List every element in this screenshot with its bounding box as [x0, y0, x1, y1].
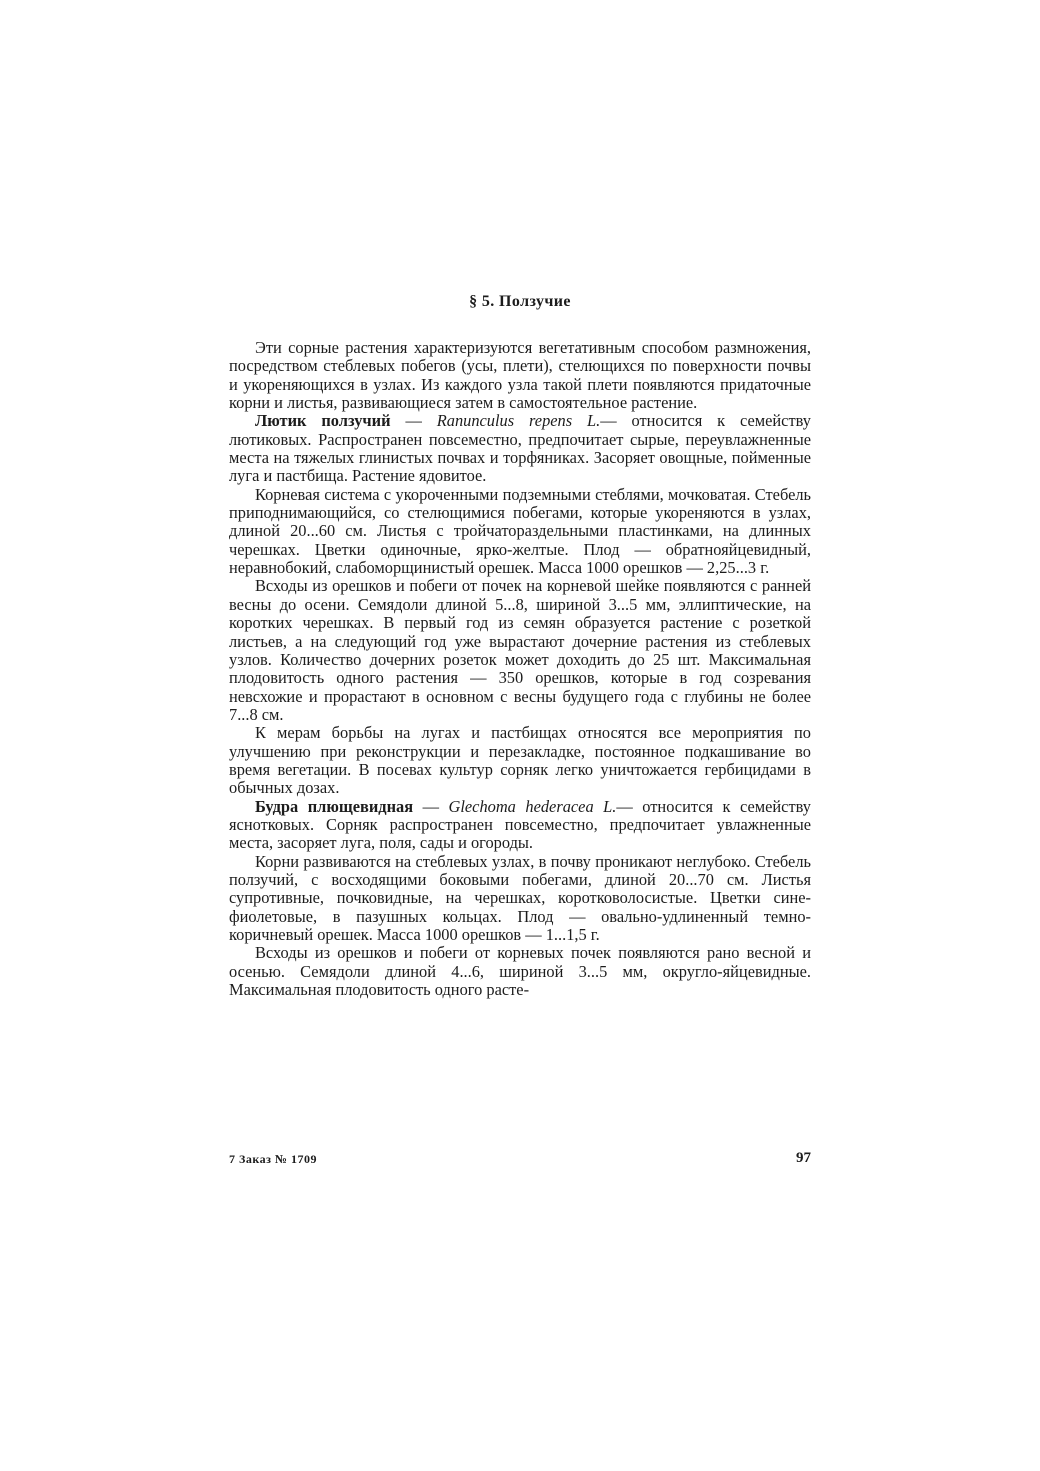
species-latin-name: Glechoma hederacea L. — [448, 796, 617, 816]
page-content — [229, 292, 811, 999]
print-order-number: 7 Заказ № 1709 — [229, 1152, 317, 1166]
species-paragraph: Всходы из орешков и побеги от почек на корневой шейке появляются с ранней весны до осени. Семядоли длиной 5...8, шириной 3...5 мм, эллиптические, на коротких черешках. В первый год из семян образуется растение с розеткой листьев, а на следующий год уже вырастают дочерние растения из стеблевых узлов. Количество дочерних розеток может доходить до 25 шт. Максимальная плодовитость одного растения — 350 орешков, которые в год созревания невсхожие и прорастают в основном с весны будущего года с глубины не более 7...8 см. — [229, 576, 811, 724]
species-name: Лютик ползучий — [255, 411, 391, 431]
species-latin-name: Ranunculus repens L. — [436, 411, 601, 431]
species-dash: — — [413, 796, 449, 816]
species-paragraph: Корневая система с укороченными подземными стеблями, мочковатая. Стебель приподнимающийся, со стелющимися побегами, которые укореняются в узлах, длиной 20...60 см. Листья с тройчатораздельными пластинками, на длинных черешках. Цветки одиночные, ярко-желтые. Плод — обратнояйцевидный, неравнобокий, слабоморщинистый орешек. Масса 1000 орешков — 2,25...3 г. — [229, 484, 811, 578]
species-entry-glechoma — [229, 798, 811, 853]
section-heading: § 5. Ползучие — [469, 293, 571, 310]
species-paragraph: Всходы из орешков и побеги от корневых почек появляются рано весной и осенью. Семядоли длиной 4...6, шириной 3...5 мм, округло-яйцевидные. Максимальная плодовитость одного расте- — [229, 943, 811, 1000]
page-number: 97 — [796, 1150, 811, 1166]
species-description: — относится к семейству яснотковых. Сорняк распространен повсеместно, предпочитает увлажненные места, засоряет луга, поля, сады и огороды. — [229, 796, 811, 853]
page-footer — [229, 1150, 811, 1170]
species-entry-ranunculus — [229, 412, 811, 485]
species-paragraph: Корни развиваются на стеблевых узлах, в почву проникают неглубоко. Стебель ползучий, с восходящими боковыми побегами, длиной 20...70 см. Листья супротивные, почковидные, на черешках, коротковолосистые. Цветки сине-фиолетовые, в пазушных кольцах. Плод — овально-удлиненный темно-коричневый орешек. Масса 1000 орешков — 1...1,5 г. — [229, 851, 811, 944]
intro-paragraph: Эти сорные растения характеризуются вегетативным способом размножения, посредством стеблевых побегов (усы, плети), стелющихся по поверхности почвы и укореняющихся в узлах. Из каждого узла такой плети появляются придаточные корни и листья, развивающиеся затем в самостоятельное растение. — [229, 338, 811, 413]
species-dash: — — [390, 411, 437, 431]
species-name: Будра плющевидная — [255, 796, 414, 816]
species-paragraph: К мерам борьбы на лугах и пастбищах относятся все мероприятия по улучшению при реконструкции и перезакладке, постоянное подкашивание во время вегетации. В посевах культур сорняк легко уничтожается гербицидами в обычных дозах. — [229, 723, 811, 798]
body-text — [229, 339, 811, 999]
species-description: — относится к семейству лютиковых. Распространен повсеместно, предпочитает сырые, переувлажненные места на тяжелых глинистых почвах и торфяниках. Засоряет овощные, пойменные луга и пастбища. Растение ядовитое. — [229, 411, 811, 486]
